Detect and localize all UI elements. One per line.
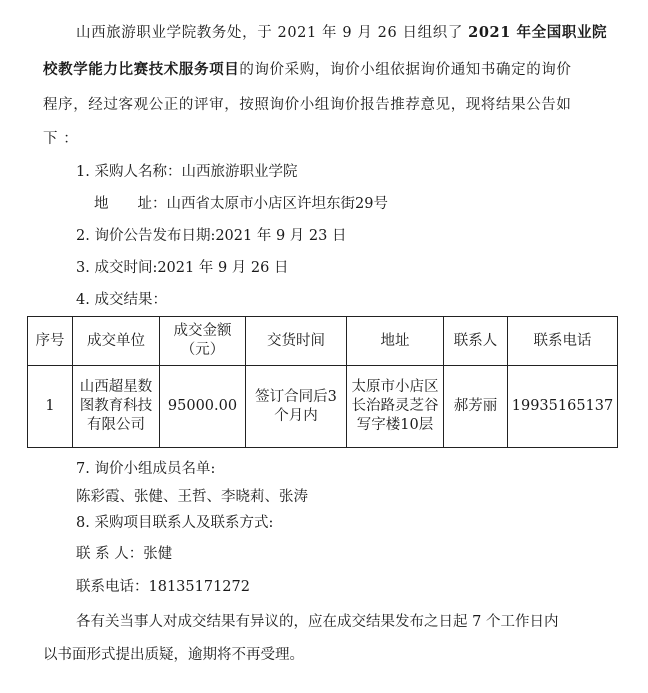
table-header-row [28,317,618,366]
address-label: 地 址： [94,196,167,212]
announce-date: 2. 询价公告发布日期:2021 年 9 月 23 日 [76,228,347,244]
header-amount: 成交金额（元） [160,317,246,366]
purchaser-name: 1. 采购人名称：山西旅游职业学院 [76,164,298,180]
intro-text: 的询价采购，询价小组依据询价通知书确定的询价 [239,62,572,78]
objection-notice-line-1: 各有关当事人对成交结果有异议的，应在成交结果发布之日起 7 个工作日内 [76,614,559,630]
cell-delivery: 签订合同后3个月内 [246,366,347,448]
cell-phone: 19935165137 [508,366,618,448]
table-row [28,366,618,448]
project-contact-person: 联 系 人：张健 [76,546,173,562]
cell-amount: 95000.00 [160,366,246,448]
result-heading: 4. 成交结果： [76,292,167,308]
deal-time: 3. 成交时间:2021 年 9 月 26 日 [76,260,289,276]
header-delivery: 交货时间 [246,317,347,366]
project-name-part-2: 校教学能力比赛技术服务项目 [43,61,240,78]
header-address: 地址 [347,317,444,366]
header-company: 成交单位 [73,317,160,366]
address-value: 山西省太原市小店区许坦东街29号 [166,196,388,212]
purchaser-address [94,194,388,214]
header-index: 序号 [28,317,73,366]
intro-line-1 [76,23,607,43]
intro-line-3: 程序，经过客观公正的评审，按照询价小组询价报告推荐意见，现将结果公告如 [43,97,572,113]
cell-index: 1 [28,366,73,448]
cell-contact: 郝芳丽 [444,366,508,448]
header-contact: 联系人 [444,317,508,366]
result-table [27,316,618,448]
project-contact-heading: 8. 采购项目联系人及联系方式: [76,515,274,531]
objection-notice-line-2: 以书面形式提出质疑，逾期将不再受理。 [43,647,304,663]
intro-line-4: 下 ： [43,131,79,147]
cell-company: 山西超星数图教育科技有限公司 [73,366,160,448]
intro-text: 山西旅游职业学院教务处，于 2021 年 9 月 26 日组织了 [76,25,469,41]
intro-line-2 [43,60,572,80]
project-contact-phone: 联系电话：18135171272 [76,579,250,595]
members-names: 陈彩霞、张健、王哲、李晓莉、张涛 [76,489,308,505]
cell-address: 太原市小店区长治路灵芝谷写字楼10层 [347,366,444,448]
members-heading: 7. 询价小组成员名单: [76,461,216,477]
project-name-part-1: 2021 年全国职业院 [468,24,608,41]
header-phone: 联系电话 [508,317,618,366]
